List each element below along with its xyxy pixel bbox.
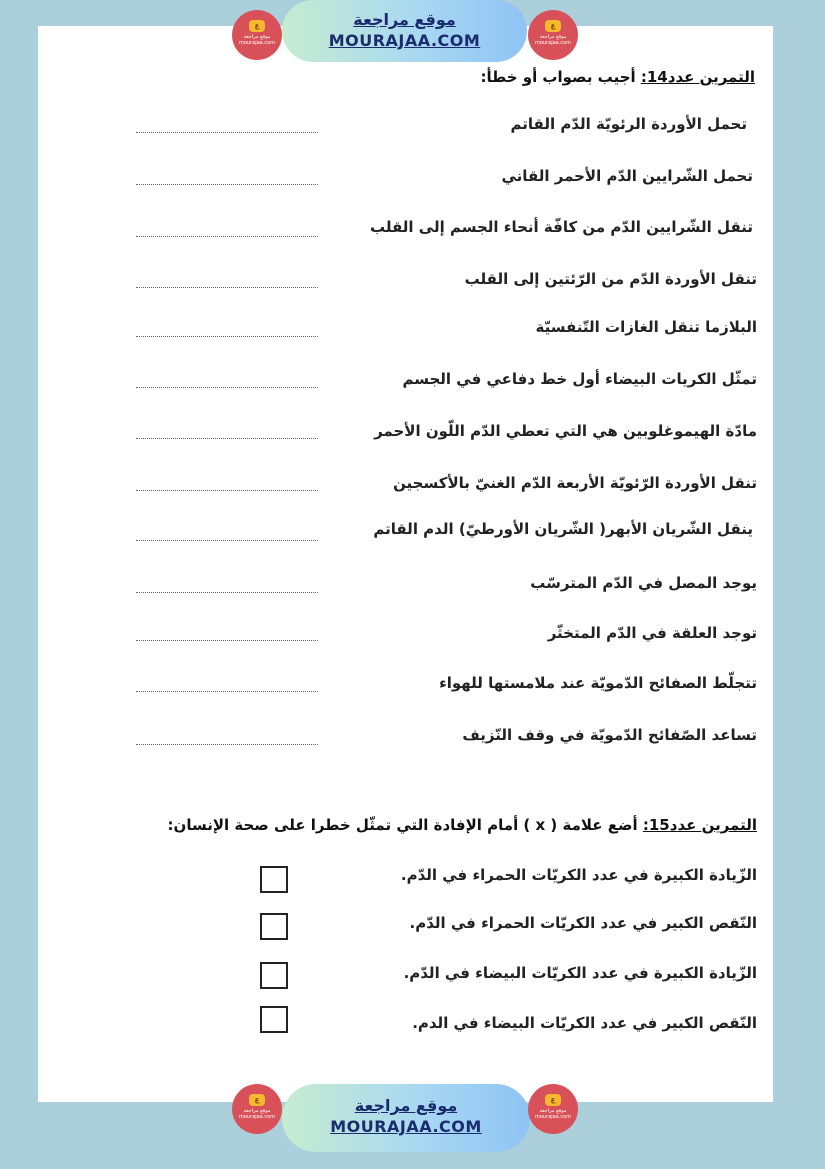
answer-line-11[interactable]: [136, 640, 318, 641]
exercise-14-heading: [480, 68, 755, 86]
footer-site-name-english[interactable]: MOURAJAA.COM: [330, 1117, 482, 1136]
option-4-checkbox[interactable]: [260, 1006, 288, 1033]
answer-line-3[interactable]: [136, 236, 318, 237]
statement-8: تنقل الأوردة الرّئويّة الأربعة الدّم الغنيّ بالأكسجين: [393, 474, 757, 492]
site-banner-bottom[interactable]: [282, 1084, 530, 1152]
site-logo-right-bottom: [528, 1084, 578, 1134]
site-logo-right: [528, 10, 578, 60]
option-4: النّقص الكبير في عدد الكريّات البيضاء في الدم.: [412, 1014, 757, 1032]
exercise-15-heading: [168, 816, 757, 834]
option-2-checkbox[interactable]: [260, 913, 288, 940]
site-name-arabic[interactable]: موقع مراجعة: [353, 10, 456, 29]
option-3-checkbox[interactable]: [260, 962, 288, 989]
exercise-15-label: التمرين عدد15:: [642, 816, 757, 834]
logo-url: mourajaa.com: [238, 1114, 275, 1120]
exercise-14-instruction: أجيب بصواب أو خطأ:: [480, 68, 636, 86]
exercise-14-label: التمرين عدد14:: [640, 68, 755, 86]
option-1: الزّيادة الكبيرة في عدد الكريّات الحمراء في الدّم.: [400, 866, 757, 884]
footer-site-name-arabic[interactable]: موقع مراجعة: [354, 1096, 458, 1115]
logo-icon: ع: [545, 1094, 561, 1106]
answer-line-9[interactable]: [136, 540, 318, 541]
exercise-15-instruction: أضع علامة ( x ) أمام الإفادة التي تمثّل خطرا على صحة الإنسان:: [167, 816, 638, 834]
answer-line-10[interactable]: [136, 592, 318, 593]
statement-9: ينقل الشّريان الأبهر( الشّريان الأورطيّ) الدم القاتم: [373, 520, 753, 538]
statement-4: تنقل الأوردة الدّم من الرّئتين إلى القلب: [464, 270, 757, 288]
logo-icon: ع: [545, 20, 561, 32]
answer-line-5[interactable]: [136, 336, 318, 337]
statement-7: مادّة الهيموغلوبين هي التي تعطي الدّم اللّون الأحمر: [374, 422, 757, 440]
statement-10: يوجد المصل في الدّم المترسّب: [530, 574, 757, 592]
statement-3: تنقل الشّرايين الدّم من كافّة أنحاء الجسم إلى القلب: [370, 218, 753, 236]
answer-line-1[interactable]: [136, 132, 318, 133]
logo-text: موقع مراجعة: [243, 1108, 271, 1114]
answer-line-2[interactable]: [136, 184, 318, 185]
statement-1: تحمل الأوردة الرئويّة الدّم القاتم: [510, 115, 747, 133]
site-logo-left-bottom: [232, 1084, 282, 1134]
worksheet-page: [38, 26, 773, 1102]
statement-13: تساعد الصّفائح الدّمويّة في وقف النّزيف: [462, 726, 757, 744]
answer-line-6[interactable]: [136, 387, 318, 388]
logo-icon: ع: [249, 20, 265, 32]
answer-line-7[interactable]: [136, 438, 318, 439]
site-banner-top[interactable]: [282, 0, 527, 62]
statement-11: توجد العلقة في الدّم المتخثّر: [547, 624, 757, 642]
option-2: النّقص الكبير في عدد الكريّات الحمراء في الدّم.: [409, 914, 757, 932]
option-3: الزّيادة الكبيرة في عدد الكريّات البيضاء في الدّم.: [403, 964, 757, 982]
logo-icon: ع: [249, 1094, 265, 1106]
logo-text: موقع مراجعة: [539, 1108, 567, 1114]
logo-url: mourajaa.com: [238, 40, 275, 46]
answer-line-12[interactable]: [136, 691, 318, 692]
answer-line-4[interactable]: [136, 287, 318, 288]
statement-12: تتجلّط الصفائح الدّمويّة عند ملامستها للهواء: [439, 674, 757, 692]
logo-text: موقع مراجعة: [243, 34, 271, 40]
logo-text: موقع مراجعة: [539, 34, 567, 40]
logo-url: mourajaa.com: [534, 40, 571, 46]
statement-5: البلازما تنقل الغازات التّنفسيّة: [535, 318, 757, 336]
statement-2: تحمل الشّرايين الدّم الأحمر القاني: [501, 167, 753, 185]
answer-line-8[interactable]: [136, 490, 318, 491]
statement-6: تمثّل الكريات البيضاء أول خط دفاعي في الجسم: [402, 370, 757, 388]
logo-url: mourajaa.com: [534, 1114, 571, 1120]
site-logo-left: [232, 10, 282, 60]
site-name-english[interactable]: MOURAJAA.COM: [328, 31, 481, 50]
answer-line-13[interactable]: [136, 744, 318, 745]
option-1-checkbox[interactable]: [260, 866, 288, 893]
